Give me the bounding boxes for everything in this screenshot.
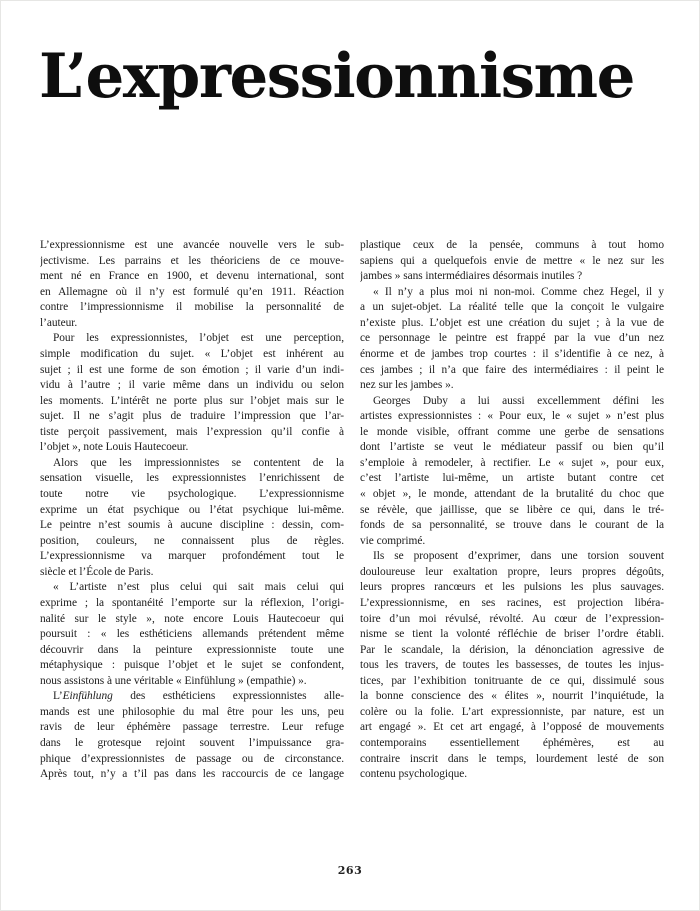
text-line: vidu à l’autre ; il varie même dans un individu ou selon [40,379,344,392]
paragraph [40,238,344,331]
text-line: « objet », le monde, attendant de la brutalité du choc que [360,488,664,500]
text-line: Après tout, n’y a t’il pas dans les raccourcis de ce langage [40,768,344,781]
text-line: contre l’impressionnisme il mobilise la personnalité de [40,301,344,314]
text-line: en Allemagne où il n’y est formulé qu’en 1911. Réaction [40,285,344,298]
text-line: ces jambes ; il n’a que faire des intermédiaires : il peint le [360,363,664,376]
paragraph [360,549,664,782]
text-line: « L’artiste n’est plus celui qui sait mais celui qui [53,581,344,594]
text-line: n’existe plus. L’objet est une création du sujet ; à la vue de [360,316,664,329]
text-line: l’objet », note Louis Hautecoeur. [40,441,189,454]
text-line: sensation visuelle, les expressionnistes l’enrichissent de [40,472,344,485]
text-line: Georges Duby a lui aussi excellemment défini les [373,394,664,407]
text-line: dans le grotesque rejoint souvent l’impuissance gra- [40,737,344,749]
text-line: fonds de sa personnalité, se trouve dans le courant de la [360,519,664,532]
text-line: les moments. L’intérêt ne porte plus sur l’objet mais sur le [40,394,344,407]
text-line: L’Einfühlung des esthéticiens expressionnistes alle- [53,690,344,703]
text-line: L’expressionnisme va marquer profondément tout le [40,550,344,563]
text-line: ment né en France en 1900, et devenu international, sont [40,270,344,283]
text-line: toire d’un moi révulsé, révolté. Au cœur de l’expression- [360,612,664,625]
paragraph [40,456,344,581]
text-line: ravis de leur éphémère passage terrestre. Leur refuge [40,721,344,734]
text-line: tices, par l’exhibition tonitruante de ce qui, dissimulé sous [360,674,664,687]
text-line: contemporains essentiellement éphémères, est au [360,737,664,749]
text-line: douloureuse leur exaltation propre, leurs propres dégoûts, [360,565,664,578]
text-line: énorme et de jambes trop courtes : il s’identifie à ce nez, à [360,347,664,360]
text-line: sujet ; il est une forme de son émotion ; il varie d’un indi- [40,363,344,376]
text-line: contraire inscrit dans le temps, lourdement lesté de son [360,752,664,765]
text-line: métaphysique : puisque l’objet et le sujet se confondent, [40,659,344,672]
text-line: siècle et l’École de Paris. [40,565,154,578]
paragraph [360,394,664,550]
paragraph [40,689,344,782]
text-line: c’est l’artiste lui-même, un artiste butant contre cet [360,472,664,485]
left-column [40,238,344,783]
text-line: toute notre vie psychologique. L’expressionnisme [40,488,344,500]
text-line: nous assistons à une véritable « Einfühlung » (empathie) ». [40,674,307,687]
text-line: position, couleurs, ne connaissent plus de règles. [40,534,344,547]
text-line: art engagé ». Et cet art engagé, à l’opposé de mouvements [360,721,664,734]
text-line: ce personnage le peintre est frappé par la vue d’un nez [360,332,664,345]
text-line: se révèle, que jaillisse, que se libère ce qui, dans le tré- [360,503,664,516]
text-line: vie comprimé. [360,534,426,547]
paragraph [360,238,664,285]
text-line: nalité sur le style », note encore Louis Hautecoeur qui [40,612,344,625]
text-line: la bonne conscience des « élites », nourrit l’inquiétude, la [360,690,664,703]
article-body [40,238,664,783]
text-line: exprime un état psychique ou l’état psychique lui-même. [40,503,344,516]
text-line: « Il n’y a plus moi ni non-moi. Comme chez Hegel, il y [373,285,664,298]
text-line: plastique ceux de la pensée, communs à tout homo [360,239,664,251]
text-line: sapiens qui a quelquefois envie de mettre « le nez sur les [360,254,664,267]
text-line: mands est une philosophie du mal être pour les uns, peu [40,705,344,718]
text-line: contenu psychologique. [360,768,468,781]
text-line: dont l’artiste se veut le médiateur passif ou bien qu’il [360,441,664,454]
paragraph [360,285,664,394]
text-line: exprime ; la spontanéité l’emporte sur la réflexion, l’origi- [40,596,344,609]
text-line: phique d’expressionnistes de passage ou de circonstance. [40,752,344,765]
text-line: jambes » sans intermédiaires désormais inutiles ? [360,270,583,283]
text-line: simple modification du sujet. « L’objet est inhérent au [40,347,344,360]
paragraph [40,580,344,689]
text-line: Pour les expressionnistes, l’objet est une perception, [53,332,344,345]
text-line: tiste perçoit passivement, mais l’expression qu’il confie à [40,425,344,438]
text-line: découvrir dans la peinture expressionniste toute une [40,643,344,656]
right-column [360,238,664,783]
text-line: Le peintre n’est soumis à aucune discipline : dessin, com- [40,519,344,532]
text-line: leurs propres rancœurs et les pulsions les plus sauvages. [360,581,664,594]
text-line: l’auteur. [40,316,78,329]
text-line: artistes expressionnistes : « Pour eux, le « sujet » n’est plus [360,410,664,423]
text-line: nisme se tient la volonté réfléchie de briser l’ordre établi. [360,628,664,641]
page-title: L’expressionnisme [39,41,634,112]
text-line: a un sujet-objet. La réalité telle que la conçoit le vulgaire [360,301,664,314]
text-line: nez sur les jambes ». [360,379,454,392]
text-line: L’expressionnisme est une avancée nouvelle vers le sub- [40,239,344,251]
text-line: s’emploie à remodeler, à rectifier. Le « sujet », pour eux, [360,456,664,469]
text-line: L’expressionnisme, en ses racines, est projection libéra- [360,596,664,609]
page-number: 263 [337,864,363,877]
text-line: sujet. Il ne s’agit plus de traduire l’impression que l’ar- [40,410,344,423]
text-line: poursuit : « les esthéticiens allemands prétendent même [40,628,344,641]
text-line: Ils se proposent d’exprimer, dans une torsion souvent [373,550,664,563]
text-line: Par le scandale, la dérision, la dénonciation agressive de [360,643,664,656]
text-line: tous les travers, de toutes les bassesses, de toutes les injus- [360,659,664,672]
text-line: le monde visible, offrant comme une gerbe de sensations [360,425,664,438]
paragraph [40,331,344,456]
text-line: jectivisme. Les parrains et les théoriciens de ce mouve- [40,254,344,267]
text-line: Alors que les impressionnistes se contentent de la [53,456,344,469]
text-line: colère ou la folie. L’art expressionniste, par nature, est un [360,705,664,718]
